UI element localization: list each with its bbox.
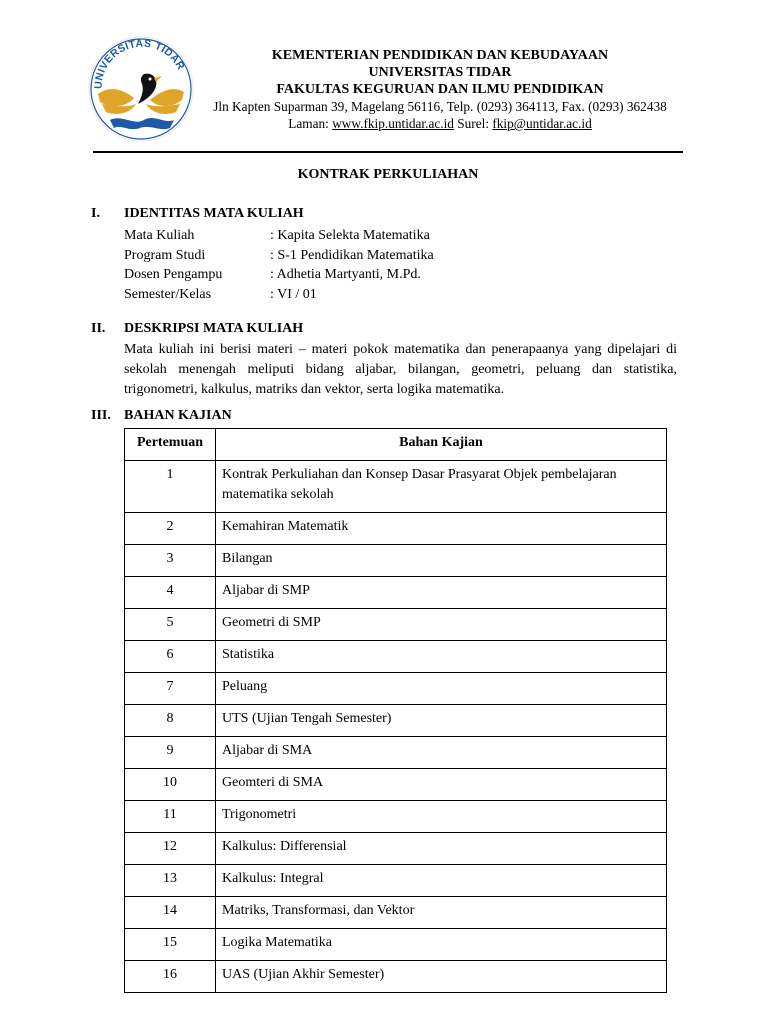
pertemuan-cell: 5 [125, 609, 216, 641]
pertemuan-cell: 11 [125, 801, 216, 833]
table-row [125, 897, 667, 929]
document-title: KONTRAK PERKULIAHAN [297, 167, 479, 182]
bahan-kajian-cell: UAS (Ujian Akhir Semester) [216, 961, 667, 993]
table-row [125, 641, 667, 673]
surel-label: Surel: [457, 116, 490, 131]
identity-row [124, 246, 434, 266]
bahan-kajian-cell: Aljabar di SMA [216, 737, 667, 769]
identity-label: Mata Kuliah [124, 228, 195, 243]
bahan-kajian-cell: Kemahiran Matematik [216, 513, 667, 545]
table-row [125, 673, 667, 705]
university-name: UNIVERSITAS TIDAR [368, 65, 512, 80]
section-2-title: DESKRIPSI MATA KULIAH [124, 321, 304, 336]
identity-value: : Adhetia Martyanti, M.Pd. [270, 267, 421, 282]
faculty-name: FAKULTAS KEGURUAN DAN ILMU PENDIDIKAN [276, 82, 604, 97]
course-description: Mata kuliah ini berisi materi – materi pokok matematika dan penerapaanya yang dipelajari di sekolah menengah meliputi bidang aljabar, bilangan, geometri, peluang dan statistika, trigonometri, kalkulus, matriks dan vektor, serta logika matematika. [124, 342, 677, 397]
bahan-kajian-cell: Geomteri di SMA [216, 769, 667, 801]
bahan-kajian-cell: Trigonometri [216, 801, 667, 833]
table-row [125, 929, 667, 961]
address: Jln Kapten Suparman 39, Magelang 56116, Telp. (0293) 364113, Fax. (0293) 362438 [213, 99, 667, 114]
table-header-row [125, 429, 667, 461]
pertemuan-cell: 3 [125, 545, 216, 577]
table-row [125, 833, 667, 865]
contact-line [200, 115, 680, 132]
table-row [125, 609, 667, 641]
pertemuan-cell: 9 [125, 737, 216, 769]
table-row [125, 545, 667, 577]
ministry-name: KEMENTERIAN PENDIDIKAN DAN KEBUDAYAAN [271, 48, 609, 63]
section-1-title: IDENTITAS MATA KULIAH [124, 206, 304, 221]
logo-text: UNIVERSITAS TIDAR [92, 37, 187, 90]
pertemuan-cell: 16 [125, 961, 216, 993]
bahan-kajian-cell: Statistika [216, 641, 667, 673]
pertemuan-cell: 4 [125, 577, 216, 609]
email-link[interactable]: fkip@untidar.ac.id [492, 116, 592, 131]
laman-label: Laman: [288, 116, 329, 131]
pertemuan-cell: 14 [125, 897, 216, 929]
pertemuan-cell: 12 [125, 833, 216, 865]
identity-label: Dosen Pengampu [124, 267, 223, 282]
pertemuan-cell: 8 [125, 705, 216, 737]
table-row [125, 737, 667, 769]
table-row [125, 705, 667, 737]
section-3-title: BAHAN KAJIAN [124, 408, 232, 423]
column-header-pertemuan: Pertemuan [125, 429, 216, 461]
table-row [125, 769, 667, 801]
bahan-kajian-table [124, 428, 667, 993]
section-3-number: III. [91, 408, 111, 423]
table-row [125, 577, 667, 609]
table-row [125, 865, 667, 897]
table-body [125, 461, 667, 993]
pertemuan-cell: 1 [125, 461, 216, 513]
section-2-number: II. [91, 321, 106, 336]
bahan-kajian-cell: Geometri di SMP [216, 609, 667, 641]
bahan-kajian-cell: UTS (Ujian Tengah Semester) [216, 705, 667, 737]
header-divider [93, 151, 683, 153]
pertemuan-cell: 6 [125, 641, 216, 673]
letterhead [200, 47, 680, 132]
pertemuan-cell: 2 [125, 513, 216, 545]
pertemuan-cell: 15 [125, 929, 216, 961]
section-1-number: I. [91, 206, 100, 221]
pertemuan-cell: 7 [125, 673, 216, 705]
identity-row [124, 285, 434, 305]
table-row [125, 513, 667, 545]
bahan-kajian-cell: Peluang [216, 673, 667, 705]
table-row [125, 461, 667, 513]
bahan-kajian-cell: Aljabar di SMP [216, 577, 667, 609]
table-row [125, 961, 667, 993]
identity-label: Program Studi [124, 247, 206, 263]
identity-row [124, 226, 434, 246]
bahan-kajian-cell: Bilangan [216, 545, 667, 577]
bahan-kajian-cell: Logika Matematika [216, 929, 667, 961]
column-header-bahan-kajian: Bahan Kajian [216, 429, 667, 461]
bahan-kajian-cell: Kalkulus: Integral [216, 865, 667, 897]
pertemuan-cell: 10 [125, 769, 216, 801]
identity-value: : VI / 01 [270, 286, 317, 302]
bahan-kajian-cell: Matriks, Transformasi, dan Vektor [216, 897, 667, 929]
university-logo [86, 34, 196, 144]
pertemuan-cell: 13 [125, 865, 216, 897]
identity-row [124, 265, 434, 285]
bahan-kajian-cell: Kontrak Perkuliahan dan Konsep Dasar Prasyarat Objek pembelajaran matematika sekolah [216, 461, 667, 513]
identity-value: : Kapita Selekta Matematika [270, 228, 430, 243]
website-link[interactable]: www.fkip.untidar.ac.id [332, 116, 454, 131]
identity-value: : S-1 Pendidikan Matematika [270, 247, 434, 263]
table-row [125, 801, 667, 833]
bahan-kajian-cell: Kalkulus: Differensial [216, 833, 667, 865]
identity-label: Semester/Kelas [124, 286, 212, 302]
identity-list [124, 226, 434, 304]
